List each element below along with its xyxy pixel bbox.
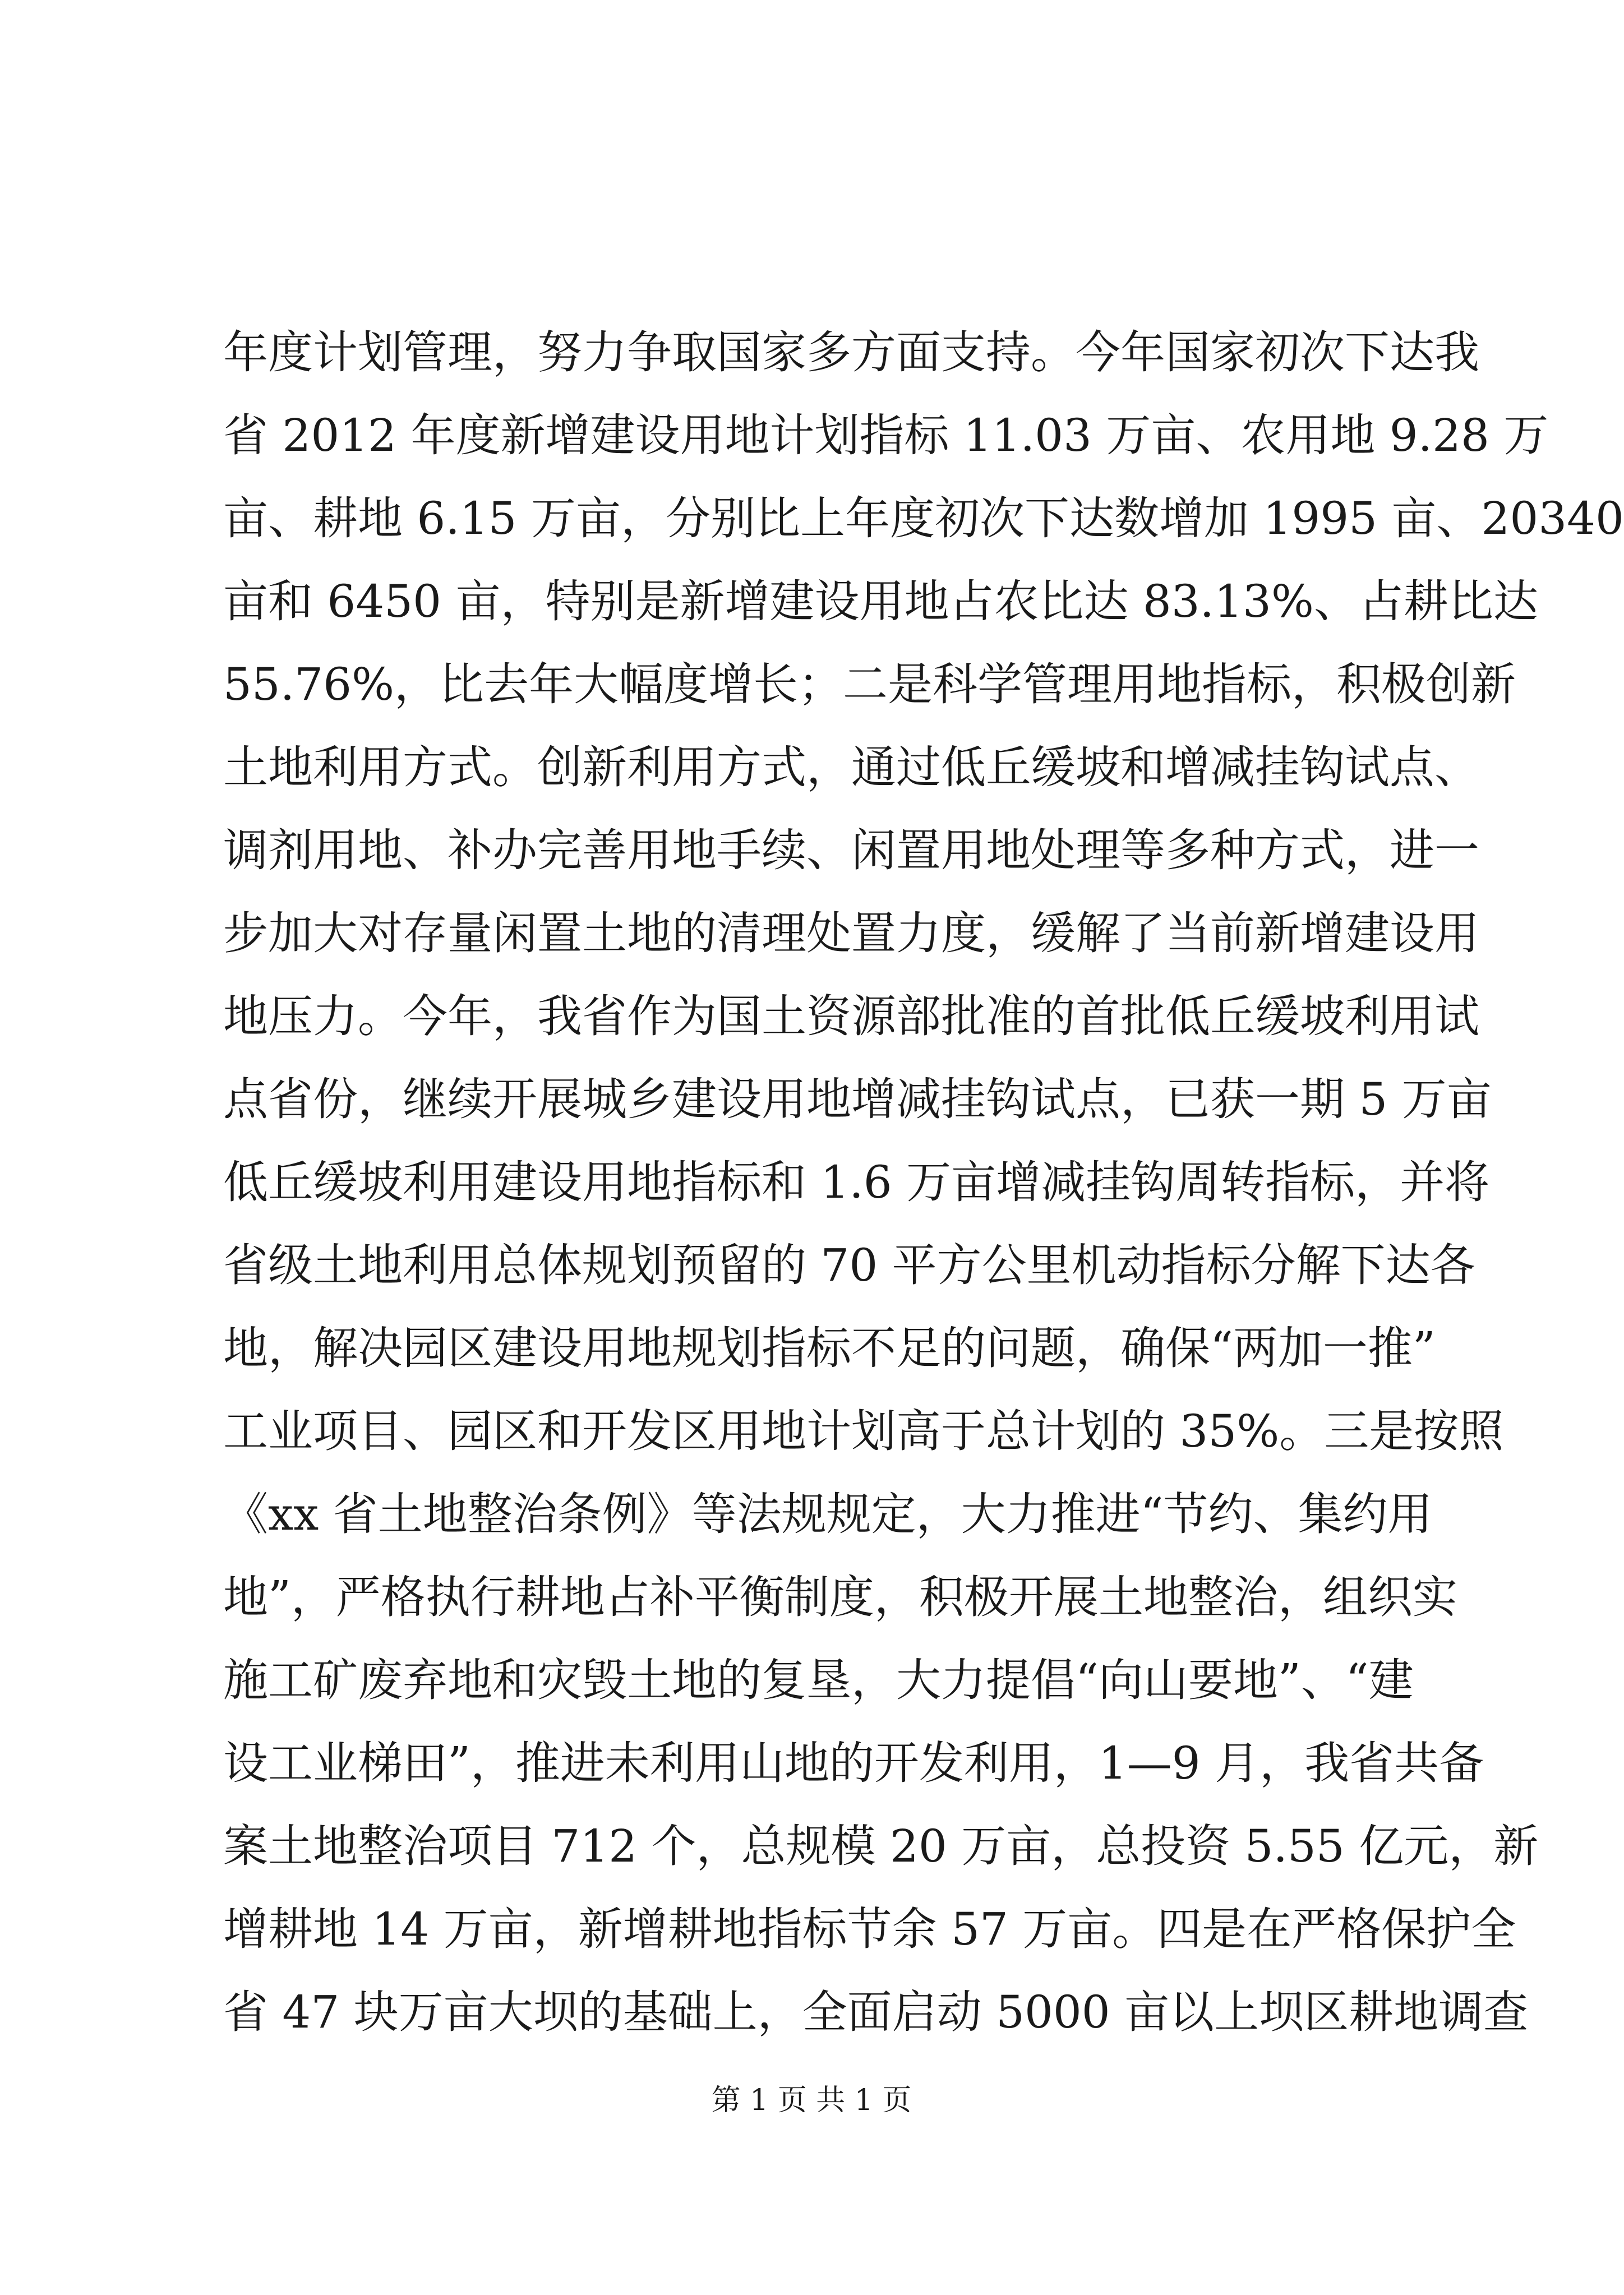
text-line: 低丘缓坡利用建设用地指标和 1.6 万亩增减挂钩周转指标，并将 (223, 1156, 1490, 1208)
text-line: 土地利用方式。创新利用方式，通过低丘缓坡和增减挂钩试点、 (223, 741, 1479, 793)
text-line: 亩和 6450 亩，特别是新增建设用地占农比达 83.13%、占耕比达 (223, 575, 1538, 627)
text-line: 工业项目、园区和开发区用地计划高于总计划的 35%。三是按照 (223, 1405, 1504, 1457)
text-line: 地，解决园区建设用地规划指标不足的问题，确保“两加一推” (223, 1322, 1436, 1374)
text-line: 增耕地 14 万亩，新增耕地指标节余 57 万亩。四是在严格保护全 (223, 1903, 1516, 1955)
text-line: 点省份，继续开展城乡建设用地增减挂钩试点，已获一期 5 万亩 (223, 1073, 1492, 1125)
text-line: 省 47 块万亩大坝的基础上，全面启动 5000 亩以上坝区耕地调查 (223, 1986, 1529, 2038)
page-footer: 第 1 页 共 1 页 (711, 2084, 912, 2117)
body-text (223, 311, 1624, 2054)
text-line: 案土地整治项目 712 个，总规模 20 万亩，总投资 5.55 亿元，新 (223, 1820, 1539, 1872)
text-line: 亩、耕地 6.15 万亩，分别比上年度初次下达数增加 1995 亩、20340 (223, 492, 1624, 544)
text-line: 施工矿废弃地和灾毁土地的复垦，大力提倡“向山要地”、“建 (223, 1654, 1414, 1706)
text-line: 地压力。今年，我省作为国土资源部批准的首批低丘缓坡利用试 (223, 990, 1479, 1042)
text-line: 省 2012 年度新增建设用地计划指标 11.03 万亩、农用地 9.28 万 (223, 409, 1549, 461)
text-line: 步加大对存量闲置土地的清理处置力度，缓解了当前新增建设用 (223, 907, 1479, 959)
text-line: 调剂用地、补办完善用地手续、闲置用地处理等多种方式，进一 (223, 824, 1479, 876)
text-line: 地”，严格执行耕地占补平衡制度，积极开展土地整治，组织实 (223, 1571, 1457, 1623)
text-line: 设工业梯田”，推进未利用山地的开发利用，1—9 月，我省共备 (223, 1737, 1484, 1789)
text-line: 《xx 省土地整治条例》等法规规定，大力推进“节约、集约用 (223, 1488, 1433, 1540)
text-line: 省级土地利用总体规划预留的 70 平方公里机动指标分解下达各 (223, 1239, 1475, 1291)
text-line: 年度计划管理，努力争取国家多方面支持。今年国家初次下达我 (223, 326, 1479, 378)
text-line: 55.76%，比去年大幅度增长；二是科学管理用地指标，积极创新 (223, 658, 1516, 710)
